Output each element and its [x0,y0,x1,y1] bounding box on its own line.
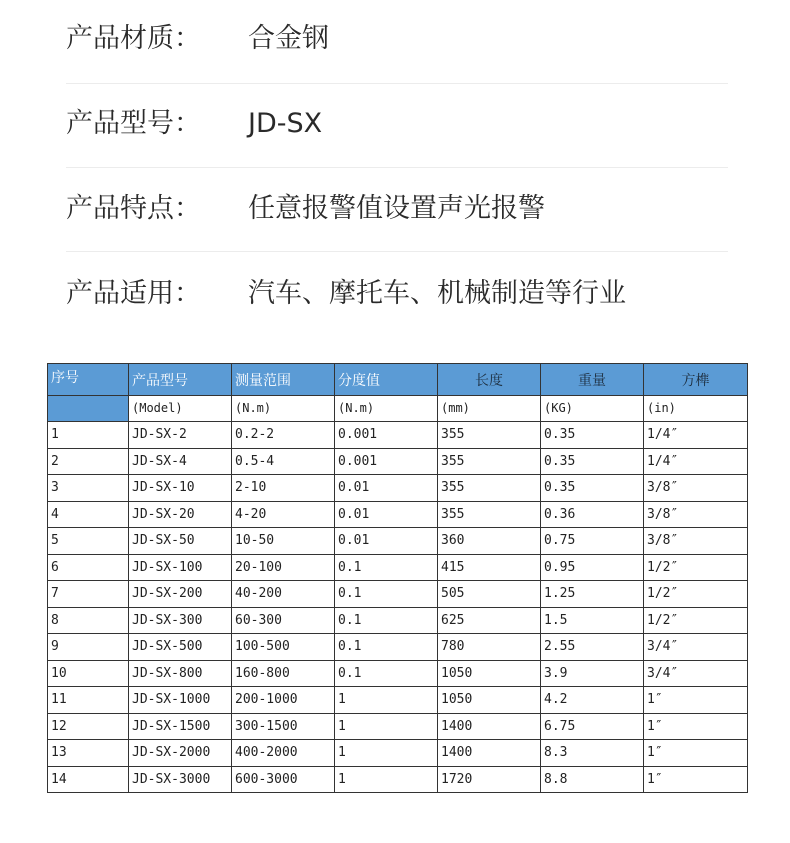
header-weight: 重量 [541,364,644,396]
header-index: 序号 [48,364,129,396]
table-cell: 600-3000 [232,766,335,793]
spec-model [66,84,728,168]
table-cell: JD-SX-2000 [129,740,232,767]
table-cell: 1400 [438,713,541,740]
table-cell: 1 [335,713,438,740]
table-cell: 200-1000 [232,687,335,714]
table-cell: 355 [438,475,541,502]
table-cell: 0.35 [541,422,644,449]
table-cell: 1/4″ [644,448,748,475]
table-cell: 7 [48,581,129,608]
table-cell: 3.9 [541,660,644,687]
table-cell: 11 [48,687,129,714]
table-cell: 2 [48,448,129,475]
table-cell: 0.2-2 [232,422,335,449]
table-cell: 1 [335,740,438,767]
table-cell: 1/2″ [644,607,748,634]
table-cell: 1 [335,687,438,714]
table-cell: 0.001 [335,422,438,449]
table-cell: JD-SX-3000 [129,766,232,793]
table-cell: 0.75 [541,528,644,555]
unit-cell: (mm) [438,395,541,422]
unit-cell: (Model) [129,395,232,422]
table-cell: 20-100 [232,554,335,581]
table-cell: 355 [438,501,541,528]
table-cell: 400-2000 [232,740,335,767]
table-row [48,581,748,608]
table-cell: JD-SX-50 [129,528,232,555]
table-cell: 0.01 [335,475,438,502]
table-cell: 300-1500 [232,713,335,740]
table-cell: 1″ [644,713,748,740]
table-row [48,660,748,687]
table-cell: 100-500 [232,634,335,661]
header-model: 产品型号 [129,364,232,396]
table-row [48,713,748,740]
table-cell: JD-SX-500 [129,634,232,661]
table-cell: JD-SX-20 [129,501,232,528]
table-cell: 0.1 [335,554,438,581]
table-cell: 0.35 [541,475,644,502]
unit-cell: (N.m) [335,395,438,422]
table-cell: 5 [48,528,129,555]
table-cell: JD-SX-200 [129,581,232,608]
table-cell: 4-20 [232,501,335,528]
table-cell: 1 [335,766,438,793]
table-cell: 0.001 [335,448,438,475]
table-cell: 0.95 [541,554,644,581]
table-cell: 1″ [644,766,748,793]
table-cell: 360 [438,528,541,555]
table-cell: 3/4″ [644,660,748,687]
spec-label: 产品型号： [66,108,201,139]
unit-cell: (in) [644,395,748,422]
table-cell: 780 [438,634,541,661]
table-cell: JD-SX-300 [129,607,232,634]
table-row [48,766,748,793]
table-cell: 0.01 [335,501,438,528]
table-cell: 3/4″ [644,634,748,661]
table-cell: 0.01 [335,528,438,555]
table-cell: 13 [48,740,129,767]
table-cell: 1″ [644,740,748,767]
table-cell: 3 [48,475,129,502]
table-cell: 60-300 [232,607,335,634]
table-cell: 1 [48,422,129,449]
table-cell: 8.8 [541,766,644,793]
table-cell: 14 [48,766,129,793]
table-cell: 415 [438,554,541,581]
table-cell: 0.1 [335,634,438,661]
table-cell: 0.1 [335,581,438,608]
spec-label: 产品适用： [66,278,201,309]
header-length: 长度 [438,364,541,396]
table-row [48,687,748,714]
table-cell: 10 [48,660,129,687]
table-cell: 1.25 [541,581,644,608]
table-cell: 4 [48,501,129,528]
table-cell: 1/2″ [644,554,748,581]
table-cell: 1/2″ [644,581,748,608]
spec-value: 任意报警值设置声光报警 [248,193,545,224]
table-cell: 505 [438,581,541,608]
unit-cell: (N.m) [232,395,335,422]
table-cell: 8.3 [541,740,644,767]
table-cell: 625 [438,607,541,634]
unit-cell [48,395,129,422]
spec-value: 汽车、摩托车、机械制造等行业 [248,278,626,309]
table-cell: 1″ [644,687,748,714]
table-cell: JD-SX-1500 [129,713,232,740]
spec-label: 产品特点： [66,193,201,224]
table-row [48,554,748,581]
table-row [48,634,748,661]
table-row [48,607,748,634]
table-cell: 0.36 [541,501,644,528]
model-table [47,363,748,793]
header-range: 测量范围 [232,364,335,396]
table-row [48,475,748,502]
table-cell: 12 [48,713,129,740]
table-cell: 40-200 [232,581,335,608]
table-cell: 2-10 [232,475,335,502]
table-cell: 6 [48,554,129,581]
table-cell: 8 [48,607,129,634]
product-specs [66,0,728,335]
table-cell: 1050 [438,687,541,714]
table-cell: 2.55 [541,634,644,661]
table-body [48,422,748,793]
spec-features [66,168,728,252]
header-division: 分度值 [335,364,438,396]
table-cell: 3/8″ [644,501,748,528]
table-cell: 1400 [438,740,541,767]
table-row [48,740,748,767]
table-cell: 1720 [438,766,541,793]
spec-label: 产品材质： [66,23,201,54]
table-cell: 355 [438,448,541,475]
header-square-drive: 方榫 [644,364,748,396]
table-header-row [48,364,748,396]
table-cell: 1/4″ [644,422,748,449]
table-cell: 0.5-4 [232,448,335,475]
table-cell: 0.35 [541,448,644,475]
table-cell: 6.75 [541,713,644,740]
table-cell: 0.1 [335,660,438,687]
table-cell: JD-SX-1000 [129,687,232,714]
table-cell: 10-50 [232,528,335,555]
table-cell: JD-SX-4 [129,448,232,475]
table-cell: JD-SX-800 [129,660,232,687]
table-cell: 1.5 [541,607,644,634]
table-cell: 160-800 [232,660,335,687]
table-cell: 3/8″ [644,528,748,555]
table-cell: JD-SX-2 [129,422,232,449]
table-cell: 4.2 [541,687,644,714]
table-cell: 1050 [438,660,541,687]
table-row [48,528,748,555]
table-cell: JD-SX-10 [129,475,232,502]
table-cell: JD-SX-100 [129,554,232,581]
table-cell: 9 [48,634,129,661]
table-units-row [48,395,748,422]
spec-application [66,252,728,335]
table-cell: 0.1 [335,607,438,634]
table-row [48,448,748,475]
table-row [48,422,748,449]
spec-value: JD-SX [248,108,323,139]
spec-value: 合金钢 [248,23,329,54]
table-cell: 355 [438,422,541,449]
spec-material [66,0,728,84]
unit-cell: (KG) [541,395,644,422]
table-cell: 3/8″ [644,475,748,502]
table-row [48,501,748,528]
